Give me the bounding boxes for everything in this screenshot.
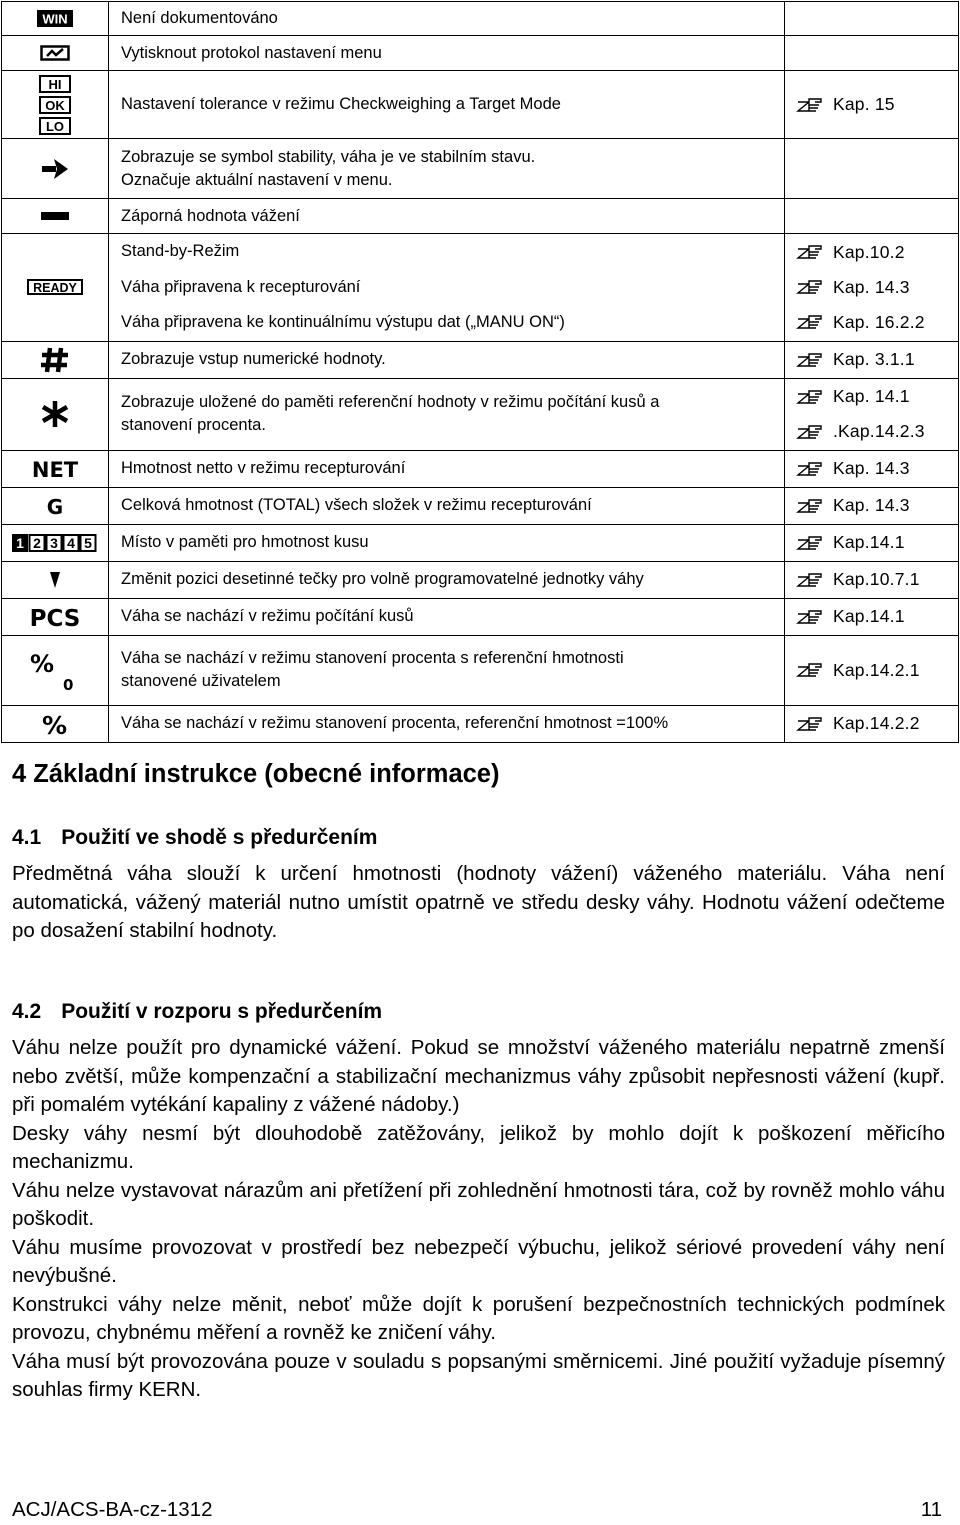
svg-text:1: 1 [16, 534, 24, 551]
desc-cell [109, 2, 785, 36]
desc-cell [109, 71, 785, 139]
table-row [2, 199, 959, 234]
subsection-body [12, 1034, 945, 1405]
paragraph: Váhu musíme provozovat v prostředí bez nebezpečí výbuchu, jelikož sériové provedení váhy není nevýbušné. [12, 1235, 945, 1287]
desc-text: Celková hmotnost (TOTAL) všech složek v režimu recepturování [121, 496, 592, 514]
svg-text:5: 5 [84, 534, 92, 551]
table-row [2, 378, 959, 450]
icon-cell [2, 341, 109, 378]
ref-cell [785, 2, 959, 36]
paragraph: Předmětná váha slouží k určení hmotnosti (hodnoty vážení) váženého materiálu. Váha není automatická, vážený materiál nutno umístit opatrně ve středu desky váhy. Hodnotu vážení odečteme po dosažení stabilní hodnoty. [12, 862, 945, 942]
ref-text: Kap. 3.1.1 [833, 349, 915, 369]
ref-text: Kap. 14.3 [833, 276, 910, 297]
svg-text:READY: READY [33, 281, 77, 296]
desc-text: Zobrazuje se symbol stability, váha je ve stabilním stavu. [121, 147, 536, 166]
asterisk-icon [40, 399, 70, 429]
desc-cell [109, 561, 785, 598]
table-row [2, 2, 959, 36]
ref-cell [785, 487, 959, 524]
svg-text:2: 2 [33, 534, 41, 551]
icon-cell [2, 199, 109, 234]
pointing-hand-icon [797, 717, 823, 731]
icon-cell [2, 378, 109, 450]
pointing-hand-icon [797, 499, 823, 513]
icon-cell [2, 450, 109, 487]
ref-item [785, 379, 958, 414]
ref-text: Kap.10.2 [833, 241, 905, 262]
table-row [2, 139, 959, 199]
ref-cell [785, 561, 959, 598]
ref-item [785, 652, 958, 688]
svg-text:OK: OK [45, 97, 65, 113]
desc-cell [109, 36, 785, 71]
percent-icon [42, 710, 68, 740]
icon-cell [2, 139, 109, 199]
pointing-hand-icon [797, 390, 823, 404]
hash-icon [40, 347, 70, 373]
desc-cell [109, 139, 785, 199]
pointing-hand-icon [797, 245, 823, 259]
icon-cell [2, 705, 109, 742]
table-row [2, 450, 959, 487]
ref-text: Kap.14.1 [833, 532, 905, 552]
section-heading: 4 Základní instrukce (obecné informace) [12, 760, 500, 788]
svg-text:4: 4 [67, 534, 75, 551]
desc-text: Není dokumentováno [121, 9, 278, 27]
svg-text:NET: NET [31, 457, 79, 482]
desc-cell [109, 524, 785, 561]
desc-text: Stand-by-Režim [121, 242, 240, 260]
ref-text: Kap. 15 [833, 94, 895, 114]
ref-cell [785, 705, 959, 742]
pointing-hand-icon [797, 573, 823, 587]
ref-item [785, 305, 958, 340]
paragraph: Váhu nelze použít pro dynamické vážení. Pokud se množství váženého materiálu nepatrně zmenší nebo zvětší, může kompenzační a stabilizační mechanizmus váhy způsobit nepřesnosti vážení (kupř. při pomalém vytékání kapaliny z vážené nádoby.) [12, 1036, 945, 1116]
desc-cell [109, 341, 785, 378]
g-icon [46, 494, 64, 519]
table-row [2, 36, 959, 71]
ref-item [785, 414, 958, 449]
table-row [2, 524, 959, 561]
ref-cell [785, 341, 959, 378]
table-row [2, 234, 959, 342]
ref-cell [785, 234, 959, 342]
table-row [2, 71, 959, 139]
footer-doc-id: ACJ/ACS-BA-cz-1312 [12, 1498, 213, 1521]
paragraph: Váha musí být provozována pouze v souladu s popsanými směrnicemi. Jiné použití vyžaduje písemný souhlas firmy KERN. [12, 1349, 945, 1401]
svg-text:HI: HI [48, 76, 62, 92]
icon-cell [2, 71, 109, 139]
desc-cell [109, 199, 785, 234]
desc-text: Nastavení tolerance v režimu Checkweighing a Target Mode [121, 95, 561, 113]
desc-text: Zobrazuje vstup numerické hodnoty. [121, 350, 386, 368]
svg-text:LO: LO [45, 118, 65, 134]
pointing-hand-icon [797, 663, 823, 677]
pointing-hand-icon [797, 425, 823, 439]
desc-text: Váha se nachází v režimu stanovení procenta s referenční hmotnosti [121, 649, 624, 667]
pcs-icon [29, 605, 81, 632]
subsection-title: Použití v rozporu s předurčením [61, 1000, 383, 1023]
ref-item [785, 562, 958, 598]
icon-cell [2, 36, 109, 71]
ready-icon [27, 279, 83, 295]
icon-cell [2, 561, 109, 598]
svg-text:0: 0 [63, 676, 74, 694]
ref-text: Kap.14.2.1 [833, 659, 920, 680]
desc-text: stanovení procenta. [121, 416, 266, 434]
ref-item [785, 451, 958, 487]
table-row [2, 598, 959, 635]
subsection-number: 4.1 [12, 826, 42, 849]
ref-cell [785, 524, 959, 561]
icon-cell [2, 635, 109, 705]
desc-text: Záporná hodnota vážení [121, 206, 300, 225]
subsection-heading [12, 1000, 382, 1024]
table-row [2, 705, 959, 742]
table-row [2, 635, 959, 705]
net-icon [31, 457, 79, 482]
ref-cell [785, 635, 959, 705]
desc-text: Váha se nachází v režimu stanovení procenta, referenční hmotnost =100% [121, 714, 669, 732]
desc-text: Zobrazuje uložené do paměti referenční hodnoty v režimu počítání kusů a [121, 393, 660, 411]
icon-cell [2, 487, 109, 524]
ref-item [785, 706, 958, 742]
ref-cell [785, 36, 959, 71]
pointing-hand-icon [797, 536, 823, 550]
ref-text: Kap.10.7.1 [833, 569, 920, 589]
desc-cell [109, 234, 785, 342]
ref-text: .Kap.14.2.3 [833, 421, 925, 441]
svg-text:WIN: WIN [42, 11, 68, 27]
ref-text: Kap.14.1 [833, 606, 905, 626]
icon-cell [2, 524, 109, 561]
svg-text:%: % [42, 710, 68, 740]
icon-cell [2, 598, 109, 635]
pointing-hand-icon [797, 610, 823, 624]
hi-ok-lo-icon [39, 75, 71, 135]
footer-page-number: 11 [920, 1498, 942, 1521]
icon-cell [2, 234, 109, 342]
desc-cell [109, 450, 785, 487]
desc-text: stanovené uživatelem [121, 672, 281, 690]
ref-cell [785, 598, 959, 635]
subsection-title: Použití ve shodě s předurčením [61, 826, 378, 849]
decimal-point-icon [49, 572, 61, 588]
desc-text: Váha se nachází v režimu počítání kusů [121, 607, 414, 625]
ref-text: Kap.14.2.2 [833, 713, 920, 733]
ref-item [785, 87, 958, 123]
paragraph: Desky váhy nesmí být dlouhodobě zatěžovány, jelikož by mohlo dojít k poškození měřicího mechanizmu. [12, 1121, 945, 1173]
ref-item [785, 599, 958, 635]
desc-text: Označuje aktuální nastavení v menu. [121, 170, 393, 189]
desc-text: Váha připravena k recepturování [121, 277, 361, 296]
desc-cell [109, 705, 785, 742]
ref-cell [785, 378, 959, 450]
ref-cell [785, 139, 959, 199]
ref-text: Kap. 14.1 [833, 386, 910, 406]
ref-item [785, 525, 958, 561]
desc-cell [109, 635, 785, 705]
paragraph: Konstrukci váhy nelze měnit, neboť může dojít k porušení bezpečnostních technických podmínek provozu, chybnému měření a rovněž ke zničení váhy. [12, 1292, 945, 1344]
pointing-hand-icon [797, 98, 823, 112]
pointing-hand-icon [797, 280, 823, 294]
svg-text:3: 3 [50, 534, 58, 551]
ref-item [785, 342, 958, 378]
desc-cell [109, 378, 785, 450]
desc-cell [109, 487, 785, 524]
arrow-right-icon [42, 159, 68, 179]
svg-text:%: % [30, 650, 55, 678]
subsection-number: 4.2 [12, 1000, 42, 1023]
subsection-heading [12, 826, 377, 850]
svg-text:G: G [46, 494, 64, 519]
desc-cell [109, 598, 785, 635]
desc-text: Změnit pozici desetinné tečky pro volně programovatelné jednotky váhy [121, 570, 644, 588]
pointing-hand-icon [797, 462, 823, 476]
print-icon [40, 45, 70, 61]
percent-zero-icon [30, 648, 80, 692]
desc-text: Místo v paměti pro hmotnost kusu [121, 533, 369, 551]
desc-text: Vytisknout protokol nastavení menu [121, 43, 382, 62]
pointing-hand-icon [797, 315, 823, 329]
table-row [2, 561, 959, 598]
ref-item [785, 270, 958, 305]
pointing-hand-icon [797, 353, 823, 367]
win-icon [37, 10, 73, 27]
ref-text: Kap. 16.2.2 [833, 311, 925, 332]
icon-cell [2, 2, 109, 36]
minus-icon [41, 212, 69, 220]
ref-item [785, 488, 958, 524]
table-row [2, 341, 959, 378]
ref-cell [785, 71, 959, 139]
desc-text: Váha připravena ke kontinuálnímu výstupu dat („MANU ON“) [121, 313, 565, 331]
symbol-table [1, 1, 959, 743]
svg-text:PCS: PCS [29, 605, 81, 632]
desc-text: Hmotnost netto v režimu recepturování [121, 459, 406, 477]
ref-text: Kap. 14.3 [833, 495, 910, 515]
ref-cell [785, 199, 959, 234]
memory-slots-icon [12, 534, 98, 552]
table-row [2, 487, 959, 524]
ref-cell [785, 450, 959, 487]
ref-item [785, 235, 958, 270]
paragraph: Váhu nelze vystavovat nárazům ani přetížení při zohlednění hmotnosti tára, což by rovněž mohlo váhu poškodit. [12, 1178, 945, 1230]
ref-text: Kap. 14.3 [833, 458, 910, 478]
